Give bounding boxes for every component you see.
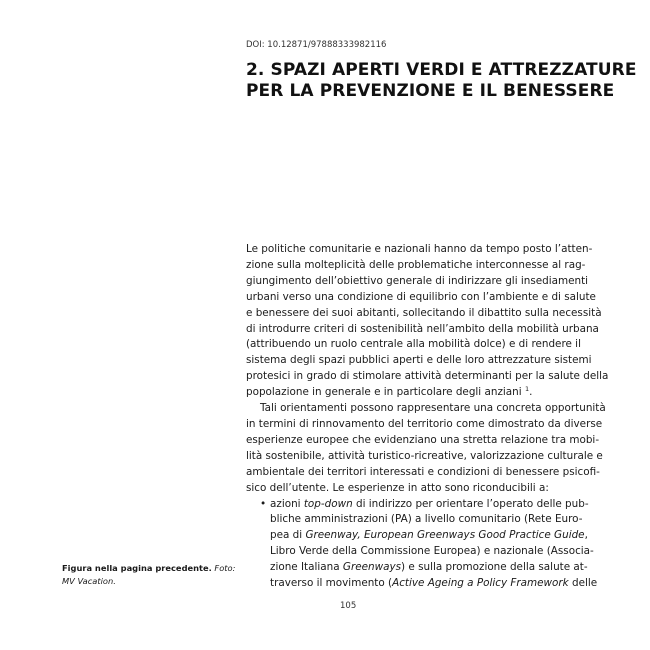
text-fragment: ) e sulla promozione della salute at- [401, 561, 588, 574]
figure-caption [62, 562, 237, 587]
chapter-title-line-1: 2. SPAZI APERTI VERDI E ATTREZZATURE [246, 60, 637, 80]
caption-label: Figura nella pagina precedente. [62, 563, 212, 573]
chapter-title-line-2: PER LA PREVENZIONE E IL BENESSERE [246, 81, 615, 101]
paragraph-2 [246, 401, 606, 496]
text-line: Libro Verde della Commissione Europea) e nazionale (Associa- [270, 545, 594, 558]
text-line [270, 528, 602, 544]
text-line: urbani verso una condizione di equilibrio con l’ambiente e di salute [246, 290, 596, 303]
text-line: (attribuendo un ruolo centrale alla mobilità dolce) e di rendere il [246, 338, 581, 351]
caption-credit: Foto: [211, 563, 236, 573]
text-line: di introdurre criteri di sostenibilità nell’ambito della mobilità urbana [246, 322, 599, 335]
italic-term: Active Ageing a Policy Framework [392, 577, 569, 590]
italic-term: Greenway, European Greenways Good Practice Guide [305, 529, 585, 542]
text-line: sico dell’utente. Le esperienze in atto sono riconducibili a: [246, 481, 549, 494]
text-line [270, 497, 602, 513]
text-line: in termini di rinnovamento del territorio come dimostrato da diverse [246, 417, 603, 430]
text-line [270, 560, 602, 576]
doi-reference: DOI: 10.12871/97888333982116 [246, 40, 387, 50]
text-line: e benessere dei suoi abitanti, sollecitando il dibattito sulla necessità [246, 306, 602, 319]
chapter-title [246, 60, 637, 102]
footnote-reference[interactable]: 1 [524, 385, 530, 394]
text-fragment: traverso il movimento ( [270, 577, 393, 590]
page-number: 105 [340, 601, 357, 611]
text-line: bliche amministrazioni (PA) a livello comunitario (Rete Euro- [270, 513, 583, 526]
text-line: ambientale dei territori interessati e condizioni di benessere psicofi- [246, 465, 600, 478]
caption-credit-source: MV Vacation. [62, 575, 116, 586]
text-fragment: , [584, 529, 588, 542]
text-line: Tali orientamenti possono rappresentare una concreta opportunità [260, 402, 606, 415]
bullet-marker: • [260, 497, 267, 510]
text-line: zione sulla molteplicità delle problematiche interconnesse al rag- [246, 258, 586, 271]
text-fragment: azioni [270, 497, 304, 510]
bullet-item [246, 497, 602, 592]
text-fragment: popolazione in generale e in particolare degli anziani [246, 386, 522, 399]
text-line [270, 576, 602, 592]
text-line: sistema degli spazi pubblici aperti e delle loro attrezzature sistemi [246, 354, 592, 367]
text-line [246, 385, 602, 401]
paragraph-1 [246, 242, 609, 401]
italic-term: top-down [303, 497, 353, 510]
text-fragment: zione Italiana [270, 561, 343, 574]
text-fragment: di indirizzo per orientare l’operato delle pub- [352, 497, 589, 510]
text-fragment: pea di [270, 529, 306, 542]
text-line: esperienze europee che evidenziano una stretta relazione tra mobi- [246, 433, 600, 446]
text-line: Le politiche comunitarie e nazionali hanno da tempo posto l’atten- [246, 243, 593, 255]
text-line: protesici in grado di stimolare attività determinanti per la salute della [246, 370, 609, 383]
italic-term: Greenways [342, 561, 402, 574]
text-line: giungimento dell’obiettivo generale di indirizzare gli insediamenti [246, 274, 589, 287]
text-line: lità sostenibile, attività turistico-ricreative, valorizzazione culturale e [246, 449, 603, 462]
text-fragment: delle [568, 577, 598, 590]
body-text [246, 242, 609, 592]
sentence-end: . [529, 386, 533, 399]
